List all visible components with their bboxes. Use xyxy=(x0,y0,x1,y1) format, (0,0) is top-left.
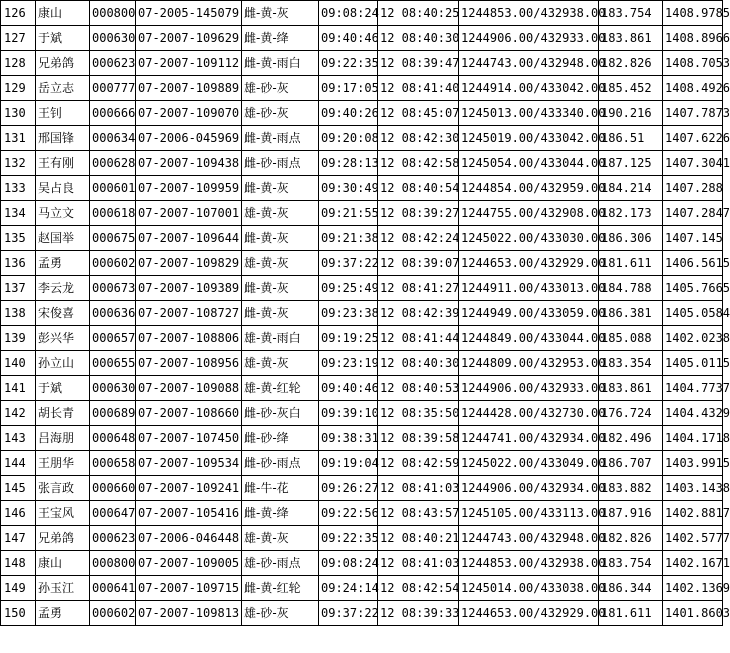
color-cell: 雌-黄-灰 xyxy=(242,276,319,301)
speed-cell: 1407.7873 xyxy=(663,101,723,126)
rank-cell: 135 xyxy=(1,226,36,251)
member-id-cell: 000675 xyxy=(90,226,136,251)
rank-cell: 129 xyxy=(1,76,36,101)
speed-cell: 1407.6226 xyxy=(663,126,723,151)
color-cell: 雄-砂-灰 xyxy=(242,601,319,626)
member-id-cell: 000630 xyxy=(90,26,136,51)
member-id-cell: 000623 xyxy=(90,51,136,76)
coordinates-cell: 1245014.00/433038.00 xyxy=(459,576,599,601)
rank-cell: 150 xyxy=(1,601,36,626)
arrival-time-cell: 12 08:40:53 xyxy=(378,376,459,401)
arrival-time-cell: 12 08:42:24 xyxy=(378,226,459,251)
table-row xyxy=(1,76,723,101)
table-row xyxy=(1,551,723,576)
ring-number-cell: 07-2007-109959 xyxy=(136,176,242,201)
coordinates-cell: 1244653.00/432929.00 xyxy=(459,601,599,626)
distance-cell: 181.611 xyxy=(599,601,663,626)
ring-number-cell: 07-2007-108660 xyxy=(136,401,242,426)
color-cell: 雌-黄-灰 xyxy=(242,176,319,201)
speed-cell: 1406.5615 xyxy=(663,251,723,276)
speed-cell: 1405.7665 xyxy=(663,276,723,301)
member-id-cell: 000673 xyxy=(90,276,136,301)
name-cell: 岳立志 xyxy=(36,76,90,101)
distance-cell: 176.724 xyxy=(599,401,663,426)
coordinates-cell: 1245054.00/433044.00 xyxy=(459,151,599,176)
ring-number-cell: 07-2007-109829 xyxy=(136,251,242,276)
distance-cell: 183.354 xyxy=(599,351,663,376)
name-cell: 宋俊喜 xyxy=(36,301,90,326)
name-cell: 于斌 xyxy=(36,26,90,51)
table-row xyxy=(1,151,723,176)
release-time-cell: 09:22:35 xyxy=(319,51,378,76)
release-time-cell: 09:20:08 xyxy=(319,126,378,151)
member-id-cell: 000648 xyxy=(90,426,136,451)
speed-cell: 1404.7737 xyxy=(663,376,723,401)
coordinates-cell: 1244906.00/432933.00 xyxy=(459,376,599,401)
results-body xyxy=(1,1,730,626)
distance-cell: 186.344 xyxy=(599,576,663,601)
color-cell: 雌-黄-绛 xyxy=(242,501,319,526)
arrival-time-cell: 12 08:43:57 xyxy=(378,501,459,526)
name-cell: 胡长青 xyxy=(36,401,90,426)
release-time-cell: 09:30:49 xyxy=(319,176,378,201)
coordinates-cell: 1244653.00/432929.00 xyxy=(459,251,599,276)
rank-cell: 134 xyxy=(1,201,36,226)
speed-cell: 1402.1369 xyxy=(663,576,723,601)
color-cell: 雌-黄-灰 xyxy=(242,226,319,251)
member-id-cell: 000636 xyxy=(90,301,136,326)
arrival-time-cell: 12 08:40:25 xyxy=(378,1,459,26)
table-row xyxy=(1,376,723,401)
arrival-time-cell: 12 08:39:33 xyxy=(378,601,459,626)
arrival-time-cell: 12 08:42:39 xyxy=(378,301,459,326)
rank-cell: 127 xyxy=(1,26,36,51)
release-time-cell: 09:22:56 xyxy=(319,501,378,526)
rank-cell: 142 xyxy=(1,401,36,426)
release-time-cell: 09:37:22 xyxy=(319,251,378,276)
color-cell: 雄-黄-雨白 xyxy=(242,326,319,351)
member-id-cell: 000800 xyxy=(90,551,136,576)
arrival-time-cell: 12 08:40:30 xyxy=(378,351,459,376)
coordinates-cell: 1244755.00/432908.00 xyxy=(459,201,599,226)
release-time-cell: 09:21:55 xyxy=(319,201,378,226)
color-cell: 雄-砂-雨点 xyxy=(242,551,319,576)
table-row xyxy=(1,401,723,426)
release-time-cell: 09:17:05 xyxy=(319,76,378,101)
member-id-cell: 000618 xyxy=(90,201,136,226)
distance-cell: 184.788 xyxy=(599,276,663,301)
table-row xyxy=(1,251,723,276)
name-cell: 赵国举 xyxy=(36,226,90,251)
speed-cell: 1404.1718 xyxy=(663,426,723,451)
table-row xyxy=(1,476,723,501)
release-time-cell: 09:24:14 xyxy=(319,576,378,601)
rank-cell: 147 xyxy=(1,526,36,551)
release-time-cell: 09:40:26 xyxy=(319,101,378,126)
release-time-cell: 09:08:24 xyxy=(319,1,378,26)
arrival-time-cell: 12 08:41:27 xyxy=(378,276,459,301)
rank-cell: 128 xyxy=(1,51,36,76)
arrival-time-cell: 12 08:40:54 xyxy=(378,176,459,201)
speed-cell: 1408.8966 xyxy=(663,26,723,51)
member-id-cell: 000641 xyxy=(90,576,136,601)
rank-cell: 132 xyxy=(1,151,36,176)
speed-cell: 1408.4926 xyxy=(663,76,723,101)
rank-cell: 143 xyxy=(1,426,36,451)
member-id-cell: 000666 xyxy=(90,101,136,126)
color-cell: 雄-黄-红轮 xyxy=(242,376,319,401)
speed-cell: 1408.7053 xyxy=(663,51,723,76)
ring-number-cell: 07-2007-109644 xyxy=(136,226,242,251)
rank-cell: 137 xyxy=(1,276,36,301)
name-cell: 兄弟鸽 xyxy=(36,526,90,551)
ring-number-cell: 07-2007-109438 xyxy=(136,151,242,176)
rank-cell: 144 xyxy=(1,451,36,476)
coordinates-cell: 1244809.00/432953.00 xyxy=(459,351,599,376)
rank-cell: 133 xyxy=(1,176,36,201)
color-cell: 雌-砂-雨点 xyxy=(242,451,319,476)
distance-cell: 186.306 xyxy=(599,226,663,251)
name-cell: 孟勇 xyxy=(36,601,90,626)
speed-cell: 1407.288 xyxy=(663,176,723,201)
member-id-cell: 000602 xyxy=(90,601,136,626)
name-cell: 邢国锋 xyxy=(36,126,90,151)
ring-number-cell: 07-2007-109070 xyxy=(136,101,242,126)
arrival-time-cell: 12 08:39:07 xyxy=(378,251,459,276)
ring-number-cell: 07-2007-109629 xyxy=(136,26,242,51)
distance-cell: 187.125 xyxy=(599,151,663,176)
arrival-time-cell: 12 08:45:07 xyxy=(378,101,459,126)
arrival-time-cell: 12 08:39:58 xyxy=(378,426,459,451)
color-cell: 雌-黄-灰 xyxy=(242,1,319,26)
member-id-cell: 000647 xyxy=(90,501,136,526)
name-cell: 王宝风 xyxy=(36,501,90,526)
ring-number-cell: 07-2007-109534 xyxy=(136,451,242,476)
table-row xyxy=(1,576,723,601)
table-row xyxy=(1,301,723,326)
release-time-cell: 09:25:49 xyxy=(319,276,378,301)
release-time-cell: 09:21:38 xyxy=(319,226,378,251)
member-id-cell: 000630 xyxy=(90,376,136,401)
distance-cell: 183.754 xyxy=(599,1,663,26)
table-row xyxy=(1,126,723,151)
color-cell: 雌-黄-雨白 xyxy=(242,51,319,76)
ring-number-cell: 07-2007-109813 xyxy=(136,601,242,626)
color-cell: 雌-黄-红轮 xyxy=(242,576,319,601)
ring-number-cell: 07-2005-145079 xyxy=(136,1,242,26)
speed-cell: 1403.9915 xyxy=(663,451,723,476)
member-id-cell: 000657 xyxy=(90,326,136,351)
table-row xyxy=(1,201,723,226)
coordinates-cell: 1245022.00/433049.00 xyxy=(459,451,599,476)
coordinates-cell: 1244743.00/432948.00 xyxy=(459,51,599,76)
distance-cell: 182.496 xyxy=(599,426,663,451)
member-id-cell: 000777 xyxy=(90,76,136,101)
coordinates-cell: 1244853.00/432938.00 xyxy=(459,551,599,576)
speed-cell: 1407.2847 xyxy=(663,201,723,226)
release-time-cell: 09:22:35 xyxy=(319,526,378,551)
release-time-cell: 09:28:13 xyxy=(319,151,378,176)
speed-cell: 1407.145 xyxy=(663,226,723,251)
rank-cell: 140 xyxy=(1,351,36,376)
coordinates-cell: 1244914.00/433042.00 xyxy=(459,76,599,101)
coordinates-cell: 1244428.00/432730.00 xyxy=(459,401,599,426)
color-cell: 雌-砂-雨点 xyxy=(242,151,319,176)
release-time-cell: 09:23:38 xyxy=(319,301,378,326)
table-row xyxy=(1,226,723,251)
color-cell: 雄-砂-灰 xyxy=(242,101,319,126)
table-row xyxy=(1,601,723,626)
distance-cell: 183.882 xyxy=(599,476,663,501)
member-id-cell: 000689 xyxy=(90,401,136,426)
rank-cell: 149 xyxy=(1,576,36,601)
distance-cell: 181.611 xyxy=(599,251,663,276)
color-cell: 雌-黄-绛 xyxy=(242,26,319,51)
coordinates-cell: 1244854.00/432959.00 xyxy=(459,176,599,201)
distance-cell: 183.754 xyxy=(599,551,663,576)
ring-number-cell: 07-2007-107450 xyxy=(136,426,242,451)
arrival-time-cell: 12 08:39:27 xyxy=(378,201,459,226)
ring-number-cell: 07-2007-109112 xyxy=(136,51,242,76)
name-cell: 张言政 xyxy=(36,476,90,501)
rank-cell: 126 xyxy=(1,1,36,26)
speed-cell: 1407.3041 xyxy=(663,151,723,176)
coordinates-cell: 1245105.00/433113.00 xyxy=(459,501,599,526)
rank-cell: 131 xyxy=(1,126,36,151)
speed-cell: 1404.4329 xyxy=(663,401,723,426)
color-cell: 雄-黄-灰 xyxy=(242,201,319,226)
ring-number-cell: 07-2006-045969 xyxy=(136,126,242,151)
arrival-time-cell: 12 08:42:59 xyxy=(378,451,459,476)
speed-cell: 1408.9785 xyxy=(663,1,723,26)
ring-number-cell: 07-2007-109241 xyxy=(136,476,242,501)
distance-cell: 182.826 xyxy=(599,51,663,76)
ring-number-cell: 07-2006-046448 xyxy=(136,526,242,551)
coordinates-cell: 1244906.00/432933.00 xyxy=(459,26,599,51)
arrival-time-cell: 12 08:41:03 xyxy=(378,476,459,501)
distance-cell: 183.861 xyxy=(599,26,663,51)
name-cell: 康山 xyxy=(36,551,90,576)
table-row xyxy=(1,1,723,26)
table-row xyxy=(1,526,723,551)
name-cell: 李云龙 xyxy=(36,276,90,301)
distance-cell: 186.381 xyxy=(599,301,663,326)
distance-cell: 182.173 xyxy=(599,201,663,226)
release-time-cell: 09:37:22 xyxy=(319,601,378,626)
release-time-cell: 09:40:46 xyxy=(319,376,378,401)
coordinates-cell: 1245022.00/433030.00 xyxy=(459,226,599,251)
rank-cell: 145 xyxy=(1,476,36,501)
table-row xyxy=(1,276,723,301)
name-cell: 马立文 xyxy=(36,201,90,226)
color-cell: 雄-黄-灰 xyxy=(242,351,319,376)
rank-cell: 139 xyxy=(1,326,36,351)
color-cell: 雌-黄-雨点 xyxy=(242,126,319,151)
color-cell: 雌-黄-灰 xyxy=(242,301,319,326)
color-cell: 雌-牛-花 xyxy=(242,476,319,501)
member-id-cell: 000601 xyxy=(90,176,136,201)
table-row xyxy=(1,451,723,476)
arrival-time-cell: 12 08:42:54 xyxy=(378,576,459,601)
ring-number-cell: 07-2007-108727 xyxy=(136,301,242,326)
rank-cell: 138 xyxy=(1,301,36,326)
coordinates-cell: 1245013.00/433340.00 xyxy=(459,101,599,126)
table-row xyxy=(1,351,723,376)
name-cell: 孙立山 xyxy=(36,351,90,376)
release-time-cell: 09:38:31 xyxy=(319,426,378,451)
coordinates-cell: 1244911.00/433013.00 xyxy=(459,276,599,301)
release-time-cell: 09:26:27 xyxy=(319,476,378,501)
coordinates-cell: 1244949.00/433059.00 xyxy=(459,301,599,326)
speed-cell: 1401.8603 xyxy=(663,601,723,626)
release-time-cell: 09:19:25 xyxy=(319,326,378,351)
name-cell: 孙玉江 xyxy=(36,576,90,601)
color-cell: 雄-砂-灰 xyxy=(242,76,319,101)
speed-cell: 1402.8817 xyxy=(663,501,723,526)
name-cell: 吕海朋 xyxy=(36,426,90,451)
arrival-time-cell: 12 08:39:47 xyxy=(378,51,459,76)
name-cell: 康山 xyxy=(36,1,90,26)
distance-cell: 187.916 xyxy=(599,501,663,526)
ring-number-cell: 07-2007-107001 xyxy=(136,201,242,226)
arrival-time-cell: 12 08:41:44 xyxy=(378,326,459,351)
table-row xyxy=(1,176,723,201)
name-cell: 彭兴华 xyxy=(36,326,90,351)
arrival-time-cell: 12 08:41:40 xyxy=(378,76,459,101)
release-time-cell: 09:39:10 xyxy=(319,401,378,426)
rank-cell: 136 xyxy=(1,251,36,276)
member-id-cell: 000623 xyxy=(90,526,136,551)
ring-number-cell: 07-2007-109715 xyxy=(136,576,242,601)
release-time-cell: 09:19:04 xyxy=(319,451,378,476)
arrival-time-cell: 12 08:42:58 xyxy=(378,151,459,176)
speed-cell: 1402.5777 xyxy=(663,526,723,551)
distance-cell: 186.707 xyxy=(599,451,663,476)
member-id-cell: 000658 xyxy=(90,451,136,476)
release-time-cell: 09:40:46 xyxy=(319,26,378,51)
member-id-cell: 000800 xyxy=(90,1,136,26)
speed-cell: 1405.0115 xyxy=(663,351,723,376)
speed-cell: 1402.1671 xyxy=(663,551,723,576)
name-cell: 吴占良 xyxy=(36,176,90,201)
table-row xyxy=(1,101,723,126)
distance-cell: 184.214 xyxy=(599,176,663,201)
name-cell: 于斌 xyxy=(36,376,90,401)
coordinates-cell: 1244849.00/433044.00 xyxy=(459,326,599,351)
color-cell: 雄-黄-灰 xyxy=(242,526,319,551)
member-id-cell: 000634 xyxy=(90,126,136,151)
arrival-time-cell: 12 08:35:50 xyxy=(378,401,459,426)
member-id-cell: 000628 xyxy=(90,151,136,176)
member-id-cell: 000655 xyxy=(90,351,136,376)
distance-cell: 185.088 xyxy=(599,326,663,351)
speed-cell: 1402.0238 xyxy=(663,326,723,351)
color-cell: 雌-砂-灰白 xyxy=(242,401,319,426)
ring-number-cell: 07-2007-108806 xyxy=(136,326,242,351)
member-id-cell: 000660 xyxy=(90,476,136,501)
coordinates-cell: 1244906.00/432934.00 xyxy=(459,476,599,501)
table-row xyxy=(1,426,723,451)
coordinates-cell: 1244741.00/432934.00 xyxy=(459,426,599,451)
arrival-time-cell: 12 08:40:21 xyxy=(378,526,459,551)
color-cell: 雄-黄-灰 xyxy=(242,251,319,276)
name-cell: 王朋华 xyxy=(36,451,90,476)
rank-cell: 130 xyxy=(1,101,36,126)
name-cell: 兄弟鸽 xyxy=(36,51,90,76)
speed-cell: 1403.1438 xyxy=(663,476,723,501)
coordinates-cell: 1244743.00/432948.00 xyxy=(459,526,599,551)
coordinates-cell: 1244853.00/432938.00 xyxy=(459,1,599,26)
ring-number-cell: 07-2007-108956 xyxy=(136,351,242,376)
arrival-time-cell: 12 08:42:30 xyxy=(378,126,459,151)
release-time-cell: 09:23:19 xyxy=(319,351,378,376)
table-row xyxy=(1,501,723,526)
color-cell: 雌-砂-绛 xyxy=(242,426,319,451)
ring-number-cell: 07-2007-109389 xyxy=(136,276,242,301)
distance-cell: 185.452 xyxy=(599,76,663,101)
ring-number-cell: 07-2007-109005 xyxy=(136,551,242,576)
ring-number-cell: 07-2007-105416 xyxy=(136,501,242,526)
ring-number-cell: 07-2007-109889 xyxy=(136,76,242,101)
rank-cell: 146 xyxy=(1,501,36,526)
ring-number-cell: 07-2007-109088 xyxy=(136,376,242,401)
arrival-time-cell: 12 08:41:03 xyxy=(378,551,459,576)
name-cell: 孟勇 xyxy=(36,251,90,276)
distance-cell: 190.216 xyxy=(599,101,663,126)
table-row xyxy=(1,326,723,351)
distance-cell: 182.826 xyxy=(599,526,663,551)
name-cell: 王钊 xyxy=(36,101,90,126)
speed-cell: 1405.0584 xyxy=(663,301,723,326)
distance-cell: 186.51 xyxy=(599,126,663,151)
coordinates-cell: 1245019.00/433042.00 xyxy=(459,126,599,151)
name-cell: 王有刚 xyxy=(36,151,90,176)
rank-cell: 141 xyxy=(1,376,36,401)
distance-cell: 183.861 xyxy=(599,376,663,401)
rank-cell: 148 xyxy=(1,551,36,576)
release-time-cell: 09:08:24 xyxy=(319,551,378,576)
table-row xyxy=(1,51,723,76)
table-row xyxy=(1,26,723,51)
member-id-cell: 000602 xyxy=(90,251,136,276)
arrival-time-cell: 12 08:40:30 xyxy=(378,26,459,51)
